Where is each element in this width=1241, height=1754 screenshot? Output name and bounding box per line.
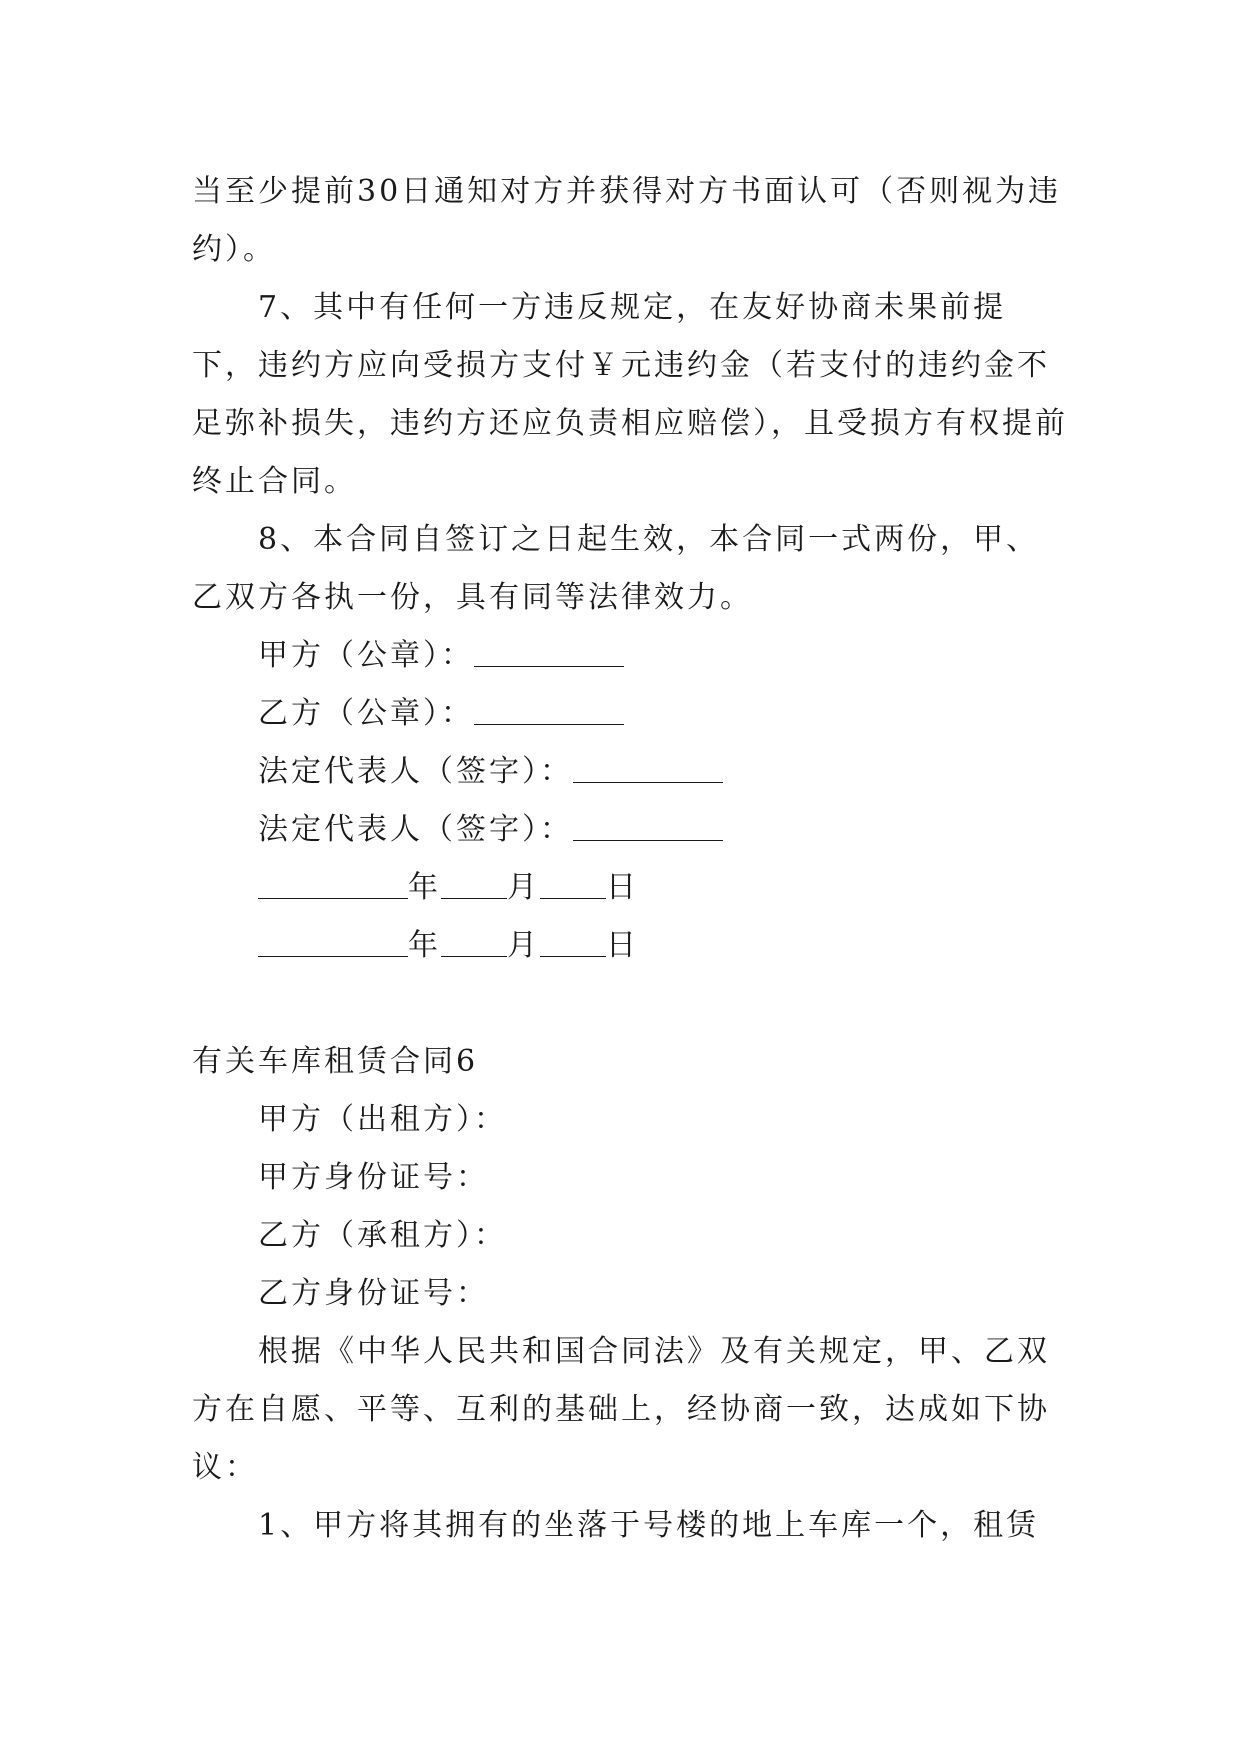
signature-line-rep-a: [192, 743, 1072, 801]
lessor-line: 甲方（出租方）：: [258, 1102, 507, 1137]
signature-label: 法定代表人（签字）：: [258, 812, 573, 847]
signature-label: 乙方（公章）：: [258, 696, 474, 731]
day-label: 日: [606, 928, 639, 963]
lessee-id-line: 乙方身份证号：: [258, 1276, 489, 1311]
signature-blank: [474, 640, 624, 667]
section-title: 有关车库租赁合同6: [192, 1044, 479, 1079]
signature-blank: [573, 814, 723, 841]
signature-line-party-a: [192, 627, 1072, 685]
date-line-1: [192, 859, 1072, 917]
day-blank: [540, 872, 606, 899]
paragraph-clause-1: 1、甲方将其拥有的坐落于号楼的地上车库一个，租赁: [258, 1508, 1040, 1543]
paragraph-continuation: 当至少提前30日通知对方并获得对方书面认可（否则视为违约）。: [192, 174, 1062, 267]
year-label: 年: [408, 870, 441, 905]
paragraph-clause-7: 7、其中有任何一方违反规定，在友好协商未果前提下，违约方应向受损方支付￥元违约金（若支付的违约金不足弥补损失，违约方还应负责相应赔偿），且受损方有权提前终止合同。: [192, 290, 1068, 499]
section-gap: [192, 975, 1072, 1033]
signature-blank: [474, 698, 624, 725]
lessee-line: 乙方（承租方）：: [258, 1218, 507, 1253]
paragraph-preamble: 根据《中华人民共和国合同法》及有关规定，甲、乙双方在自愿、平等、互利的基础上，经协商一致，达成如下协议：: [192, 1334, 1050, 1485]
signature-line-party-b: [192, 685, 1072, 743]
paragraph-clause-8: 8、本合同自签订之日起生效，本合同一式两份，甲、乙双方各执一份，具有同等法律效力。: [192, 522, 1040, 615]
year-blank: [258, 872, 408, 899]
month-blank: [441, 930, 507, 957]
signature-label: 法定代表人（签字）：: [258, 754, 573, 789]
signature-blank: [573, 756, 723, 783]
year-blank: [258, 930, 408, 957]
month-label: 月: [507, 928, 540, 963]
signature-label: 甲方（公章）：: [258, 638, 474, 673]
month-label: 月: [507, 870, 540, 905]
day-label: 日: [606, 870, 639, 905]
signature-line-rep-b: [192, 801, 1072, 859]
lessor-id-line: 甲方身份证号：: [258, 1160, 489, 1195]
document-body: [192, 163, 1072, 1555]
year-label: 年: [408, 928, 441, 963]
month-blank: [441, 872, 507, 899]
date-line-2: [192, 917, 1072, 975]
day-blank: [540, 930, 606, 957]
